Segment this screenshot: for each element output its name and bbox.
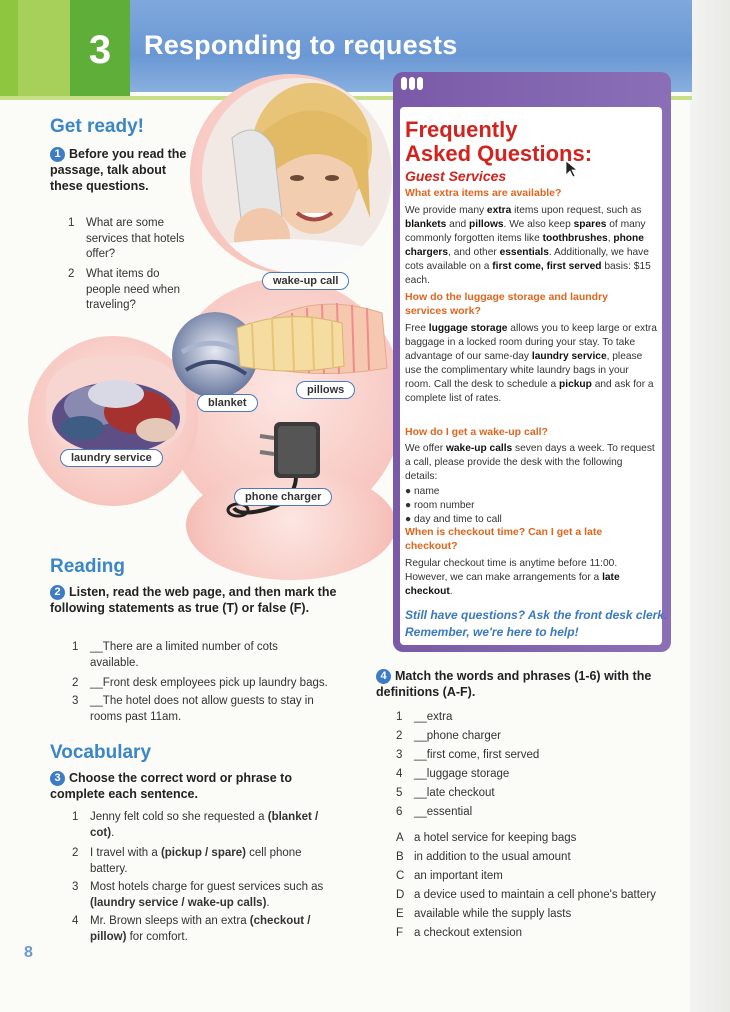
item-text: __first come, first served [414,749,540,761]
item-text: a checkout extension [414,927,523,939]
question-number-badge: 2 [50,585,65,600]
instruction-text: Choose the correct word or phrase to complete each sentence. [50,771,292,801]
faq-question: How do the luggage storage and laundry services work? [405,291,609,317]
heading-reading: Reading [50,556,125,577]
item-text: I travel with a (pickup / spare) cell phone battery. [90,847,302,875]
pillows-photo [232,288,392,378]
reading-instruction [50,584,340,616]
item-letter: E [396,908,404,920]
item-letter: B [396,851,404,863]
item-text: What items do people need when traveling? [86,268,180,311]
label-laundry-service: laundry service [60,449,163,467]
item-number: 2 [68,268,75,280]
page-edge [690,0,730,1012]
faq-webpage [393,72,671,652]
item-number: 1 [68,217,75,229]
list-item [72,640,352,672]
header-stripe-1 [0,0,18,100]
list-item [396,767,596,783]
question-number-badge: 4 [376,669,391,684]
item-number: 4 [72,915,79,927]
laundry-illustration [46,356,186,456]
item-text: __essential [414,806,473,818]
item-text: __The hotel does not allow guests to stay in rooms past 11am. [90,695,314,723]
item-text: __There are a limited number of cots available. [90,641,278,669]
list-item: ● name [405,486,440,497]
faq-question: How do I get a wake-up call? [405,426,548,438]
instruction-text: Match the words and phrases (1-6) with the definitions (A-F). [376,669,652,699]
item-text: available while the supply lasts [414,908,572,920]
list-item [72,880,352,912]
faq-question: What extra items are available? [405,187,562,199]
instruction-text: Before you read the passage, talk about these questions. [50,147,187,193]
item-text: __luggage storage [414,768,510,780]
item-number: 3 [72,881,79,893]
item-text: Mr. Brown sleeps with an extra (checkout / pillow) for comfort. [90,915,311,943]
item-text: a device used to maintain a cell phone's battery [414,889,656,901]
faq-bullet-list [405,485,657,527]
match-instruction [376,668,666,700]
woman-phone-photo [202,78,392,273]
bullet-text: day and time to call [413,513,502,525]
list-item [72,914,352,946]
list-item [396,850,686,866]
faq-answer: Regular checkout time is anytime before 11:00. However, we can make arrangements for a late checkout. [405,558,620,597]
faq-subtitle: Guest Services [405,168,507,184]
list-item [68,216,188,260]
item-text: __phone charger [414,730,501,742]
cursor-arrow-icon [565,160,579,178]
pillows-illustration [232,288,392,378]
woman-phone-illustration [202,78,392,273]
faq-question: When is checkout time? Can I get a late checkout? [405,526,603,552]
list-item [396,729,596,745]
faq-answer: Free luggage storage allows you to keep large or extra baggage in a locked room during your stay. To take advantage of our same-day laundry service, please use the complimentary white laundry bags in your room. Call the desk to schedule a pickup and ask for a complete list of rates. [405,323,657,404]
question-number-badge: 1 [50,147,65,162]
bullet-text: room number [413,499,475,511]
faq-answer: We offer wake-up calls seven days a week. To request a call, please provide the desk with the following details: [405,443,655,482]
closing-line-2: Remember, we're here to help! [405,625,579,639]
item-text: __late checkout [414,787,495,799]
list-item [396,748,596,764]
faq-title [405,118,592,166]
phone-charger-illustration [224,418,334,528]
list-item [396,888,686,904]
window-dots [401,77,425,95]
item-text: __Front desk employees pick up laundry bags. [90,677,328,689]
label-wake-up-call: wake-up call [262,272,349,290]
item-number: 3 [72,695,79,707]
list-item [72,810,352,842]
phone-charger-photo [224,418,334,528]
list-item [396,786,596,802]
item-letter: F [396,927,404,939]
item-number: 2 [72,847,79,859]
item-number: 1 [72,641,79,653]
label-pillows: pillows [296,381,355,399]
list-item [72,694,352,726]
list-item [72,676,352,692]
item-number: 6 [396,806,403,818]
item-text: What are some services that hotels offer? [86,217,185,260]
question-number-badge: 3 [50,771,65,786]
list-item [396,926,686,942]
faq-title-line-1: Frequently [405,117,518,142]
heading-get-ready: Get ready! [50,116,144,137]
list-item [396,831,686,847]
item-number: 1 [396,711,403,723]
item-text: a hotel service for keeping bags [414,832,577,844]
faq-title-line-2: Asked Questions: [405,141,593,166]
list-item [396,869,686,885]
list-item: ● day and time to call [405,513,502,525]
heading-vocabulary: Vocabulary [50,742,152,763]
item-number: 5 [396,787,403,799]
item-number: 2 [72,677,79,689]
item-text: Most hotels charge for guest services such as (laundry service / wake-up calls). [90,881,324,909]
list-item [396,805,596,821]
item-letter: C [396,870,405,882]
item-letter: A [396,832,404,844]
list-item: ● room number [405,499,475,511]
item-letter: D [396,889,405,901]
instruction-text: Listen, read the web page, and then mark the following statements as true (T) or false (F). [50,585,337,615]
item-text: an important item [414,870,503,882]
item-text: Jenny felt cold so she requested a (blanket / cot). [90,811,319,839]
closing-line-1: Still have questions? Ask the front desk clerk. [405,608,668,622]
unit-number: 3 [70,0,130,100]
item-text: __extra [414,711,453,723]
faq-answer: We provide many extra items upon request, such as blankets and pillows. We also keep spares of many commonly forgotten items like toothbrushes, phone chargers, and other essentials. Additionally, we have cots available on a first come, first served basis: $15 each. [405,205,651,286]
list-item [396,710,596,726]
item-text: in addition to the usual amount [414,851,571,863]
page-number: 8 [24,944,33,961]
item-number: 3 [396,749,403,761]
label-blanket: blanket [197,394,258,412]
item-number: 4 [396,768,403,780]
list-item [72,846,352,878]
list-item [68,267,198,315]
unit-title: Responding to requests [144,30,458,60]
item-number: 2 [396,730,403,742]
faq-closing [405,607,667,641]
laundry-photo [46,356,186,456]
get-ready-instruction [50,146,200,194]
item-number: 1 [72,811,79,823]
header-stripe-2 [18,0,70,100]
vocabulary-instruction [50,770,320,802]
label-phone-charger: phone charger [234,488,332,506]
list-item [396,907,686,923]
bullet-text: name [413,486,440,497]
